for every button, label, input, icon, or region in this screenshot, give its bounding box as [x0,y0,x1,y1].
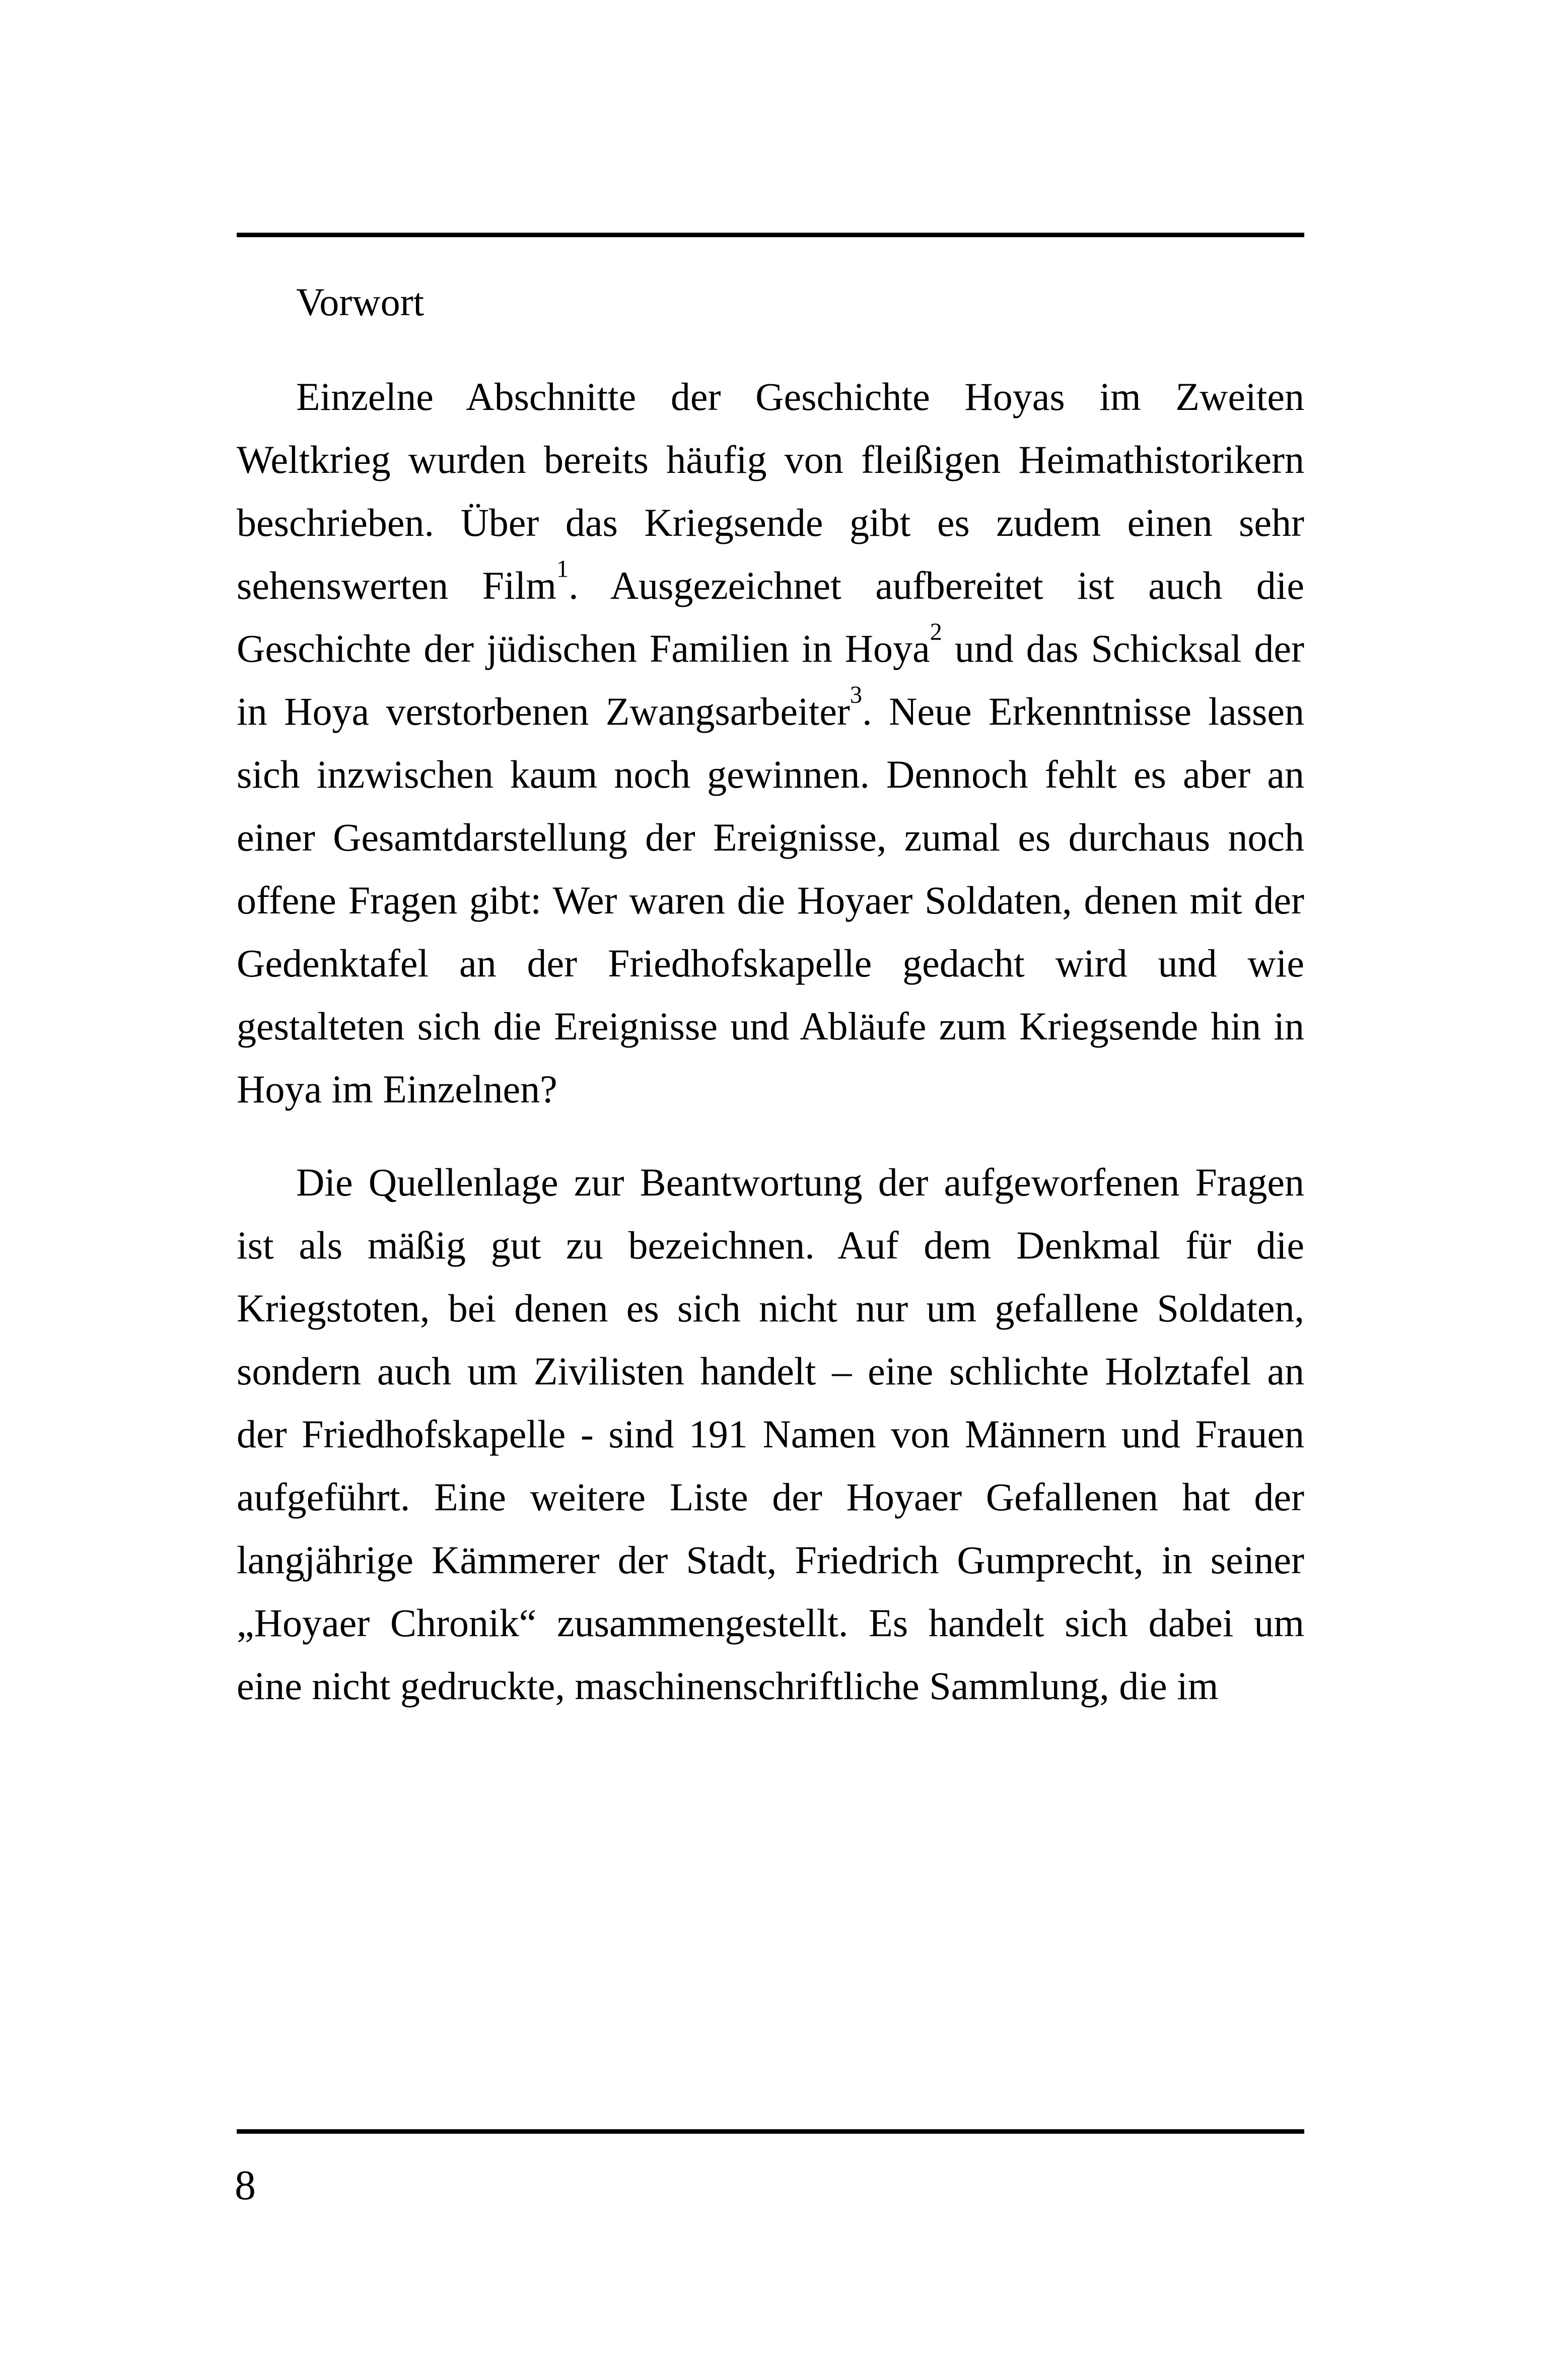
page-number: 8 [235,2162,256,2209]
footnote-marker-3: 3 [850,681,863,709]
page-content [237,272,1304,1717]
footnote-marker-2: 2 [930,618,942,646]
paragraph-2: Die Quellenlage zur Beantwortung der aufgeworfenen Fragen ist als mäßig gut zu bezeichnen. Auf dem Denkmal für die Kriegstoten, bei denen es sich nicht nur um gefallene Soldaten, sondern auch um Zivilisten handelt – eine schlichte Holztafel an der Friedhofskapelle - sind 191 Namen von Männern und Frauen aufgeführt. Eine weitere Liste der Hoyaer Gefallenen hat der langjährige Kämmerer der Stadt, Friedrich Gumprecht, in seiner „Hoyaer Chronik“ zusammengestellt. Es handelt sich dabei um eine nicht gedruckte, maschinenschriftliche Sammlung, die im [237,1160,1304,1708]
paragraph-1-text-2: . Ausgezeichnet aufbereitet ist auch die Geschichte der jüdischen Familien in Hoya [237,564,1304,670]
top-rule [237,233,1304,237]
paragraph-1-text-3: und das Schicksal der in Hoya verstorbenen Zwangsarbeiter [237,626,1304,733]
bottom-rule [237,2129,1304,2134]
paragraph-1-text-1: Einzelne Abschnitte der Geschichte Hoyas im Zweiten Weltkrieg wurden bereits häufig von fleißigen Heimathistorikern beschrieben. Über das Kriegsende gibt es zudem einen sehr sehenswerten Film [237,375,1304,607]
footnote-marker-1: 1 [556,555,569,583]
paragraph-1 [237,365,1304,1121]
paragraph-1-text-4: . Neue Erkenntnisse lassen sich inzwischen kaum noch gewinnen. Dennoch fehlt es aber an einer Gesamtdarstellung der Ereignisse, zumal es durchaus noch offene Fragen gibt: Wer waren die Hoyaer Soldaten, denen mit der Gedenktafel an der Friedhofskapelle gedacht wird und wie gestalteten sich die Ereignisse und Abläufe zum Kriegsende hin in Hoya im Einzelnen? [237,689,1304,1111]
section-heading: Vorwort [296,280,425,324]
